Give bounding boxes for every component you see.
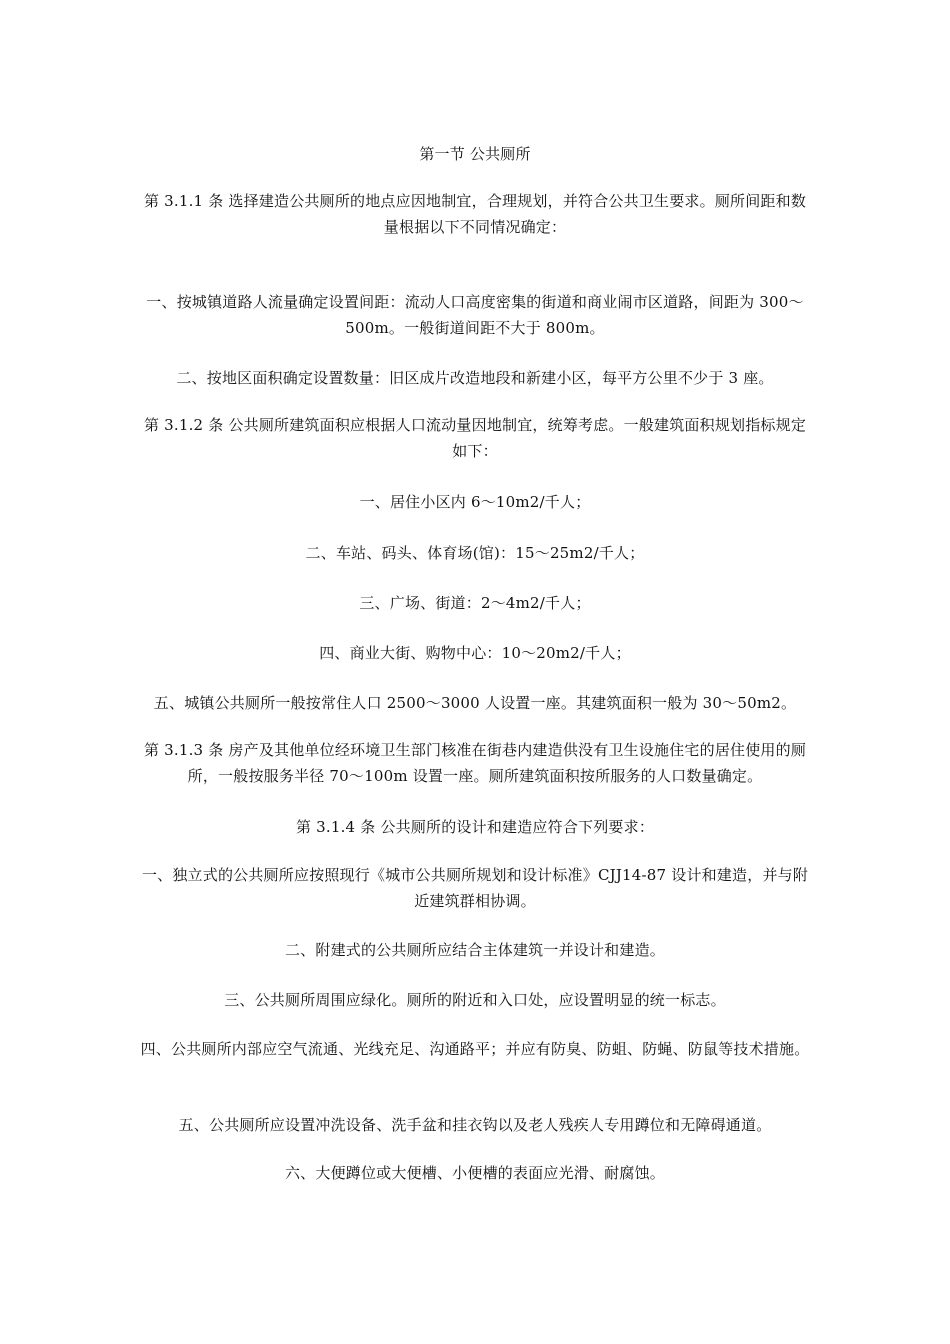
- area-item-station: 二、车站、码头、体育场(馆)：15～25m2/千人；: [305, 544, 645, 562]
- article-3-1-4: 第 3.1.4 条 公共厕所的设计和建造应符合下列要求：: [295, 818, 655, 836]
- area-item-square: 三、广场、街道：2～4m2/千人；: [359, 594, 591, 612]
- design-req-ventilation: 四、公共厕所内部应空气流通、光线充足、沟通路平；并应有防臭、防蛆、防蝇、防鼠等技术措施。: [140, 1040, 810, 1058]
- design-req-attached: 二、附建式的公共厕所应结合主体建筑一并设计和建造。: [284, 941, 665, 959]
- area-item-residential: 一、居住小区内 6～10m2/千人；: [359, 493, 591, 511]
- design-req-surfaces: 六、大便蹲位或大便槽、小便槽的表面应光滑、耐腐蚀。: [284, 1164, 665, 1182]
- area-item-town: 五、城镇公共厕所一般按常住人口 2500～3000 人设置一座。其建筑面积一般为 30～50m2。: [153, 694, 797, 712]
- article-3-1-2: 第 3.1.2 条 公共厕所建筑面积应根据人口流动量因地制宜，统筹考虑。一般建筑面积规划指标规定如下：: [143, 416, 807, 460]
- article-3-1-3: 第 3.1.3 条 房产及其他单位经环境卫生部门核准在街巷内建造供没有卫生设施住宅的居住使用的厕所，一般按服务半径 70～100m 设置一座。厕所建筑面积按所服务的人口数量确定。: [143, 741, 807, 785]
- article-3-1-1: 第 3.1.1 条 选择建造公共厕所的地点应因地制宜，合理规划，并符合公共卫生要求。厕所间距和数量根据以下不同情况确定：: [143, 192, 807, 236]
- design-req-greening: 三、公共厕所周围应绿化。厕所的附近和入口处，应设置明显的统一标志。: [224, 991, 726, 1009]
- clause-spacing-by-traffic: 一、按城镇道路人流量确定设置间距：流动人口高度密集的街道和商业闹市区道路，间距为 300～500m。一般街道间距不大于 800m。: [146, 293, 804, 337]
- design-req-independent: 一、独立式的公共厕所应按照现行《城市公共厕所规划和设计标准》CJJ14-87 设计和建造，并与附近建筑群相协调。: [141, 866, 809, 910]
- section-title: 第一节 公共厕所: [419, 145, 531, 163]
- area-item-commercial: 四、商业大街、购物中心：10～20m2/千人；: [319, 644, 631, 662]
- design-req-facilities: 五、公共厕所应设置冲洗设备、洗手盆和挂衣钩以及老人残疾人专用蹲位和无障碍通道。: [178, 1116, 772, 1134]
- clause-quantity-by-area: 二、按地区面积确定设置数量：旧区成片改造地段和新建小区，每平方公里不少于 3 座。: [176, 369, 774, 387]
